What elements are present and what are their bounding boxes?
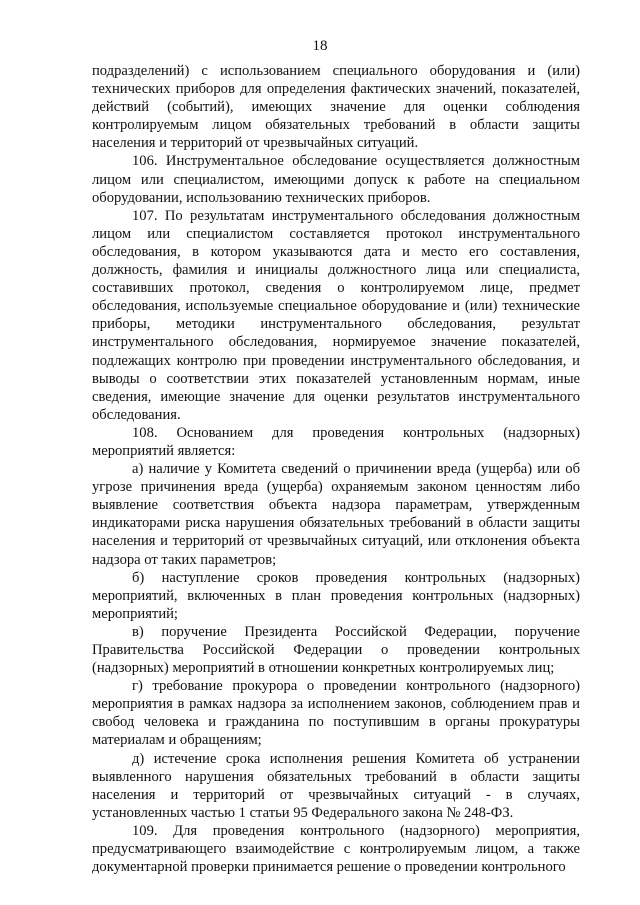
paragraph-continuation: подразделений) с использованием специального оборудования и (или) технических приборов для определения фактических значений, показателей, действий (событий), имеющих значение для оценки соблюдения контролируемым лицом обязательных требований в области защиты населения и территорий от чрезвычайных ситуаций. xyxy=(92,63,580,152)
paragraph-107: 107. По результатам инструментального обследования должностным лицом или специалистом составляется протокол инструментального обследования, в котором указываются дата и место его составления, должность, фамилия и инициалы должностного лица или специалиста, составивших протокол, сведения о контролируемом лице, предмет обследования, используемые специальное оборудование и (или) технические приборы, методики инструментального обследования, результат инструментального обследования, нормируемое значение показателей, подлежащих контролю при проведении инструментального обследования, и выводы о соответствии этих показателей установленным нормам, иные сведения, имеющие значение для оценки результатов инструментального обследования. xyxy=(92,207,580,423)
paragraph-108-item-b: б) наступление сроков проведения контрольных (надзорных) мероприятий, включенных в план проведения контрольных (надзорных) мероприятий; xyxy=(92,569,580,622)
paragraph-109: 109. Для проведения контрольного (надзорного) мероприятия, предусматривающего взаимодействие с контролируемым лицом, а также документарной проверки принимается решение о проведении контрольного xyxy=(92,822,580,876)
paragraph-108-item-g: г) требование прокурора о проведении контрольного (надзорного) мероприятия в рамках надзора за исполнением законов, соблюдением прав и свобод человека и гражданина по поступившим в органы прокуратуры материалам и обращениям; xyxy=(92,678,580,749)
paragraph-108: 108. Основанием для проведения контрольных (надзорных) мероприятий является: xyxy=(92,424,580,459)
paragraph-108-item-d: д) истечение срока исполнения решения Комитета об устранении выявленного нарушения обязательных требований в области защиты населения и территорий от чрезвычайных ситуаций - в случаях, установленных частью 1 статьи 95 Федерального закона № 248-ФЗ. xyxy=(92,750,580,821)
document-body xyxy=(92,62,580,876)
paragraph-106: 106. Инструментальное обследование осуществляется должностным лицом или специалистом, имеющими допуск к работе на специальном оборудовании, использованию технических приборов. xyxy=(92,153,580,206)
paragraph-108-item-a: а) наличие у Комитета сведений о причинении вреда (ущерба) или об угрозе причинения вреда (ущерба) охраняемым законом ценностям либо выявление соответствия объекта надзора параметрам, утвержденным индикаторами риска нарушения обязательных требований в области защиты населения и территорий от чрезвычайных ситуаций, или отклонения объекта надзора от таких параметров; xyxy=(92,461,580,568)
paragraph-108-item-v: в) поручение Президента Российской Федерации, поручение Правительства Российской Федерации о проведении контрольных (надзорных) мероприятий в отношении конкретных контролируемых лиц; xyxy=(92,623,580,677)
page-number: 18 xyxy=(312,38,328,54)
